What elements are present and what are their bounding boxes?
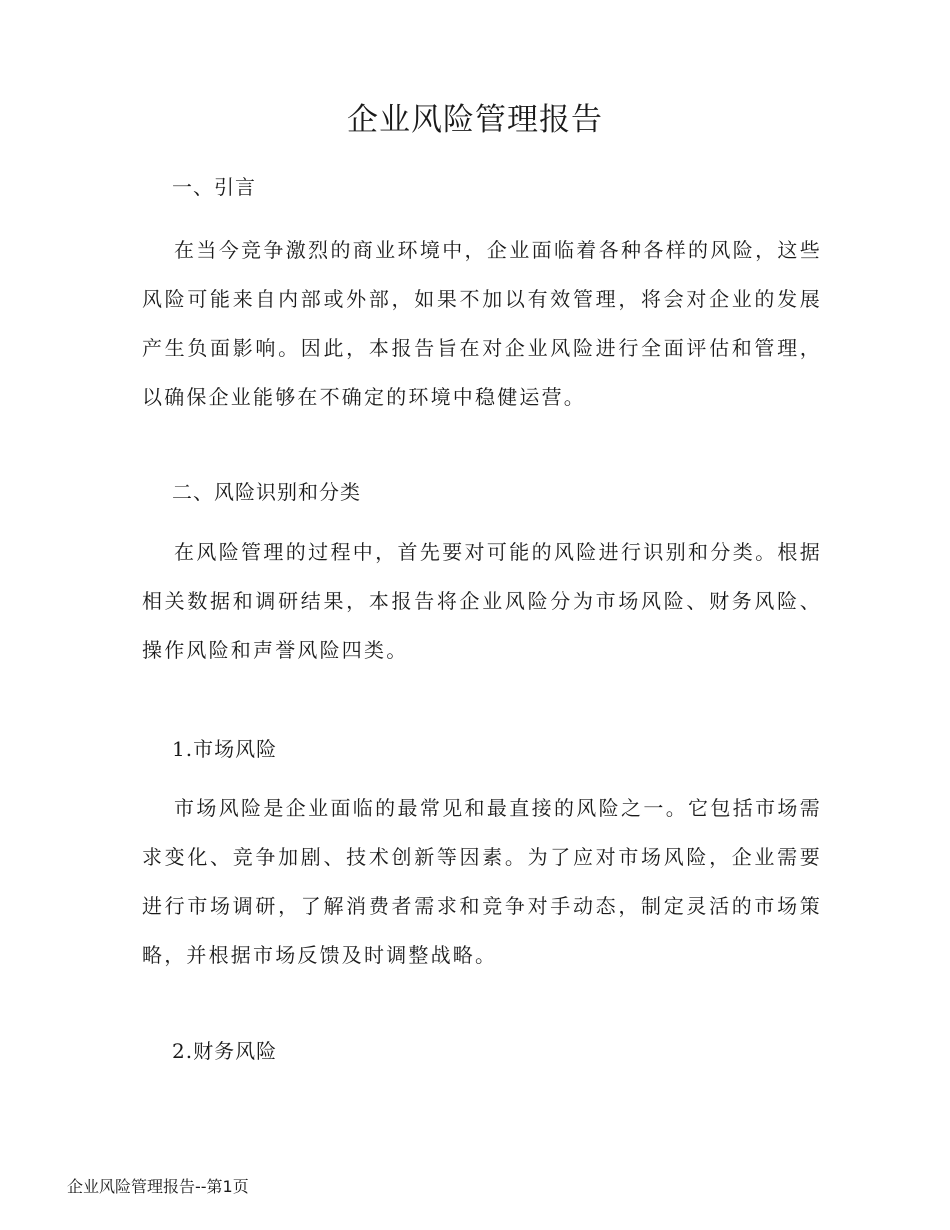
section-heading-risk-identification: 二、风险识别和分类: [172, 480, 361, 504]
section-heading-financial-risk: 2.财务风险: [172, 1039, 278, 1063]
section-heading-market-risk: 1.市场风险: [172, 737, 278, 761]
section-paragraph-risk-identification: 在风险管理的过程中，首先要对可能的风险进行识别和分类。根据相关数据和调研结果，本报告将企业风险分为市场风险、财务风险、操作风险和声誉风险四类。: [142, 540, 822, 662]
section-paragraph-introduction: 在当今竞争激烈的商业环境中，企业面临着各种各样的风险，这些风险可能来自内部或外部，如果不加以有效管理，将会对企业的发展产生负面影响。因此，本报告旨在对企业风险进行全面评估和管理，以确保企业能够在不确定的环境中稳健运营。: [142, 238, 822, 409]
document-title: 企业风险管理报告: [347, 102, 603, 138]
section-heading-introduction: 一、引言: [172, 175, 256, 199]
page-footer: 企业风险管理报告--第1页: [67, 1177, 249, 1196]
section-paragraph-market-risk: 市场风险是企业面临的最常见和最直接的风险之一。它包括市场需求变化、竞争加剧、技术创新等因素。为了应对市场风险，企业需要进行市场调研，了解消费者需求和竞争对手动态，制定灵活的市场策略，并根据市场反馈及时调整战略。: [142, 796, 822, 967]
